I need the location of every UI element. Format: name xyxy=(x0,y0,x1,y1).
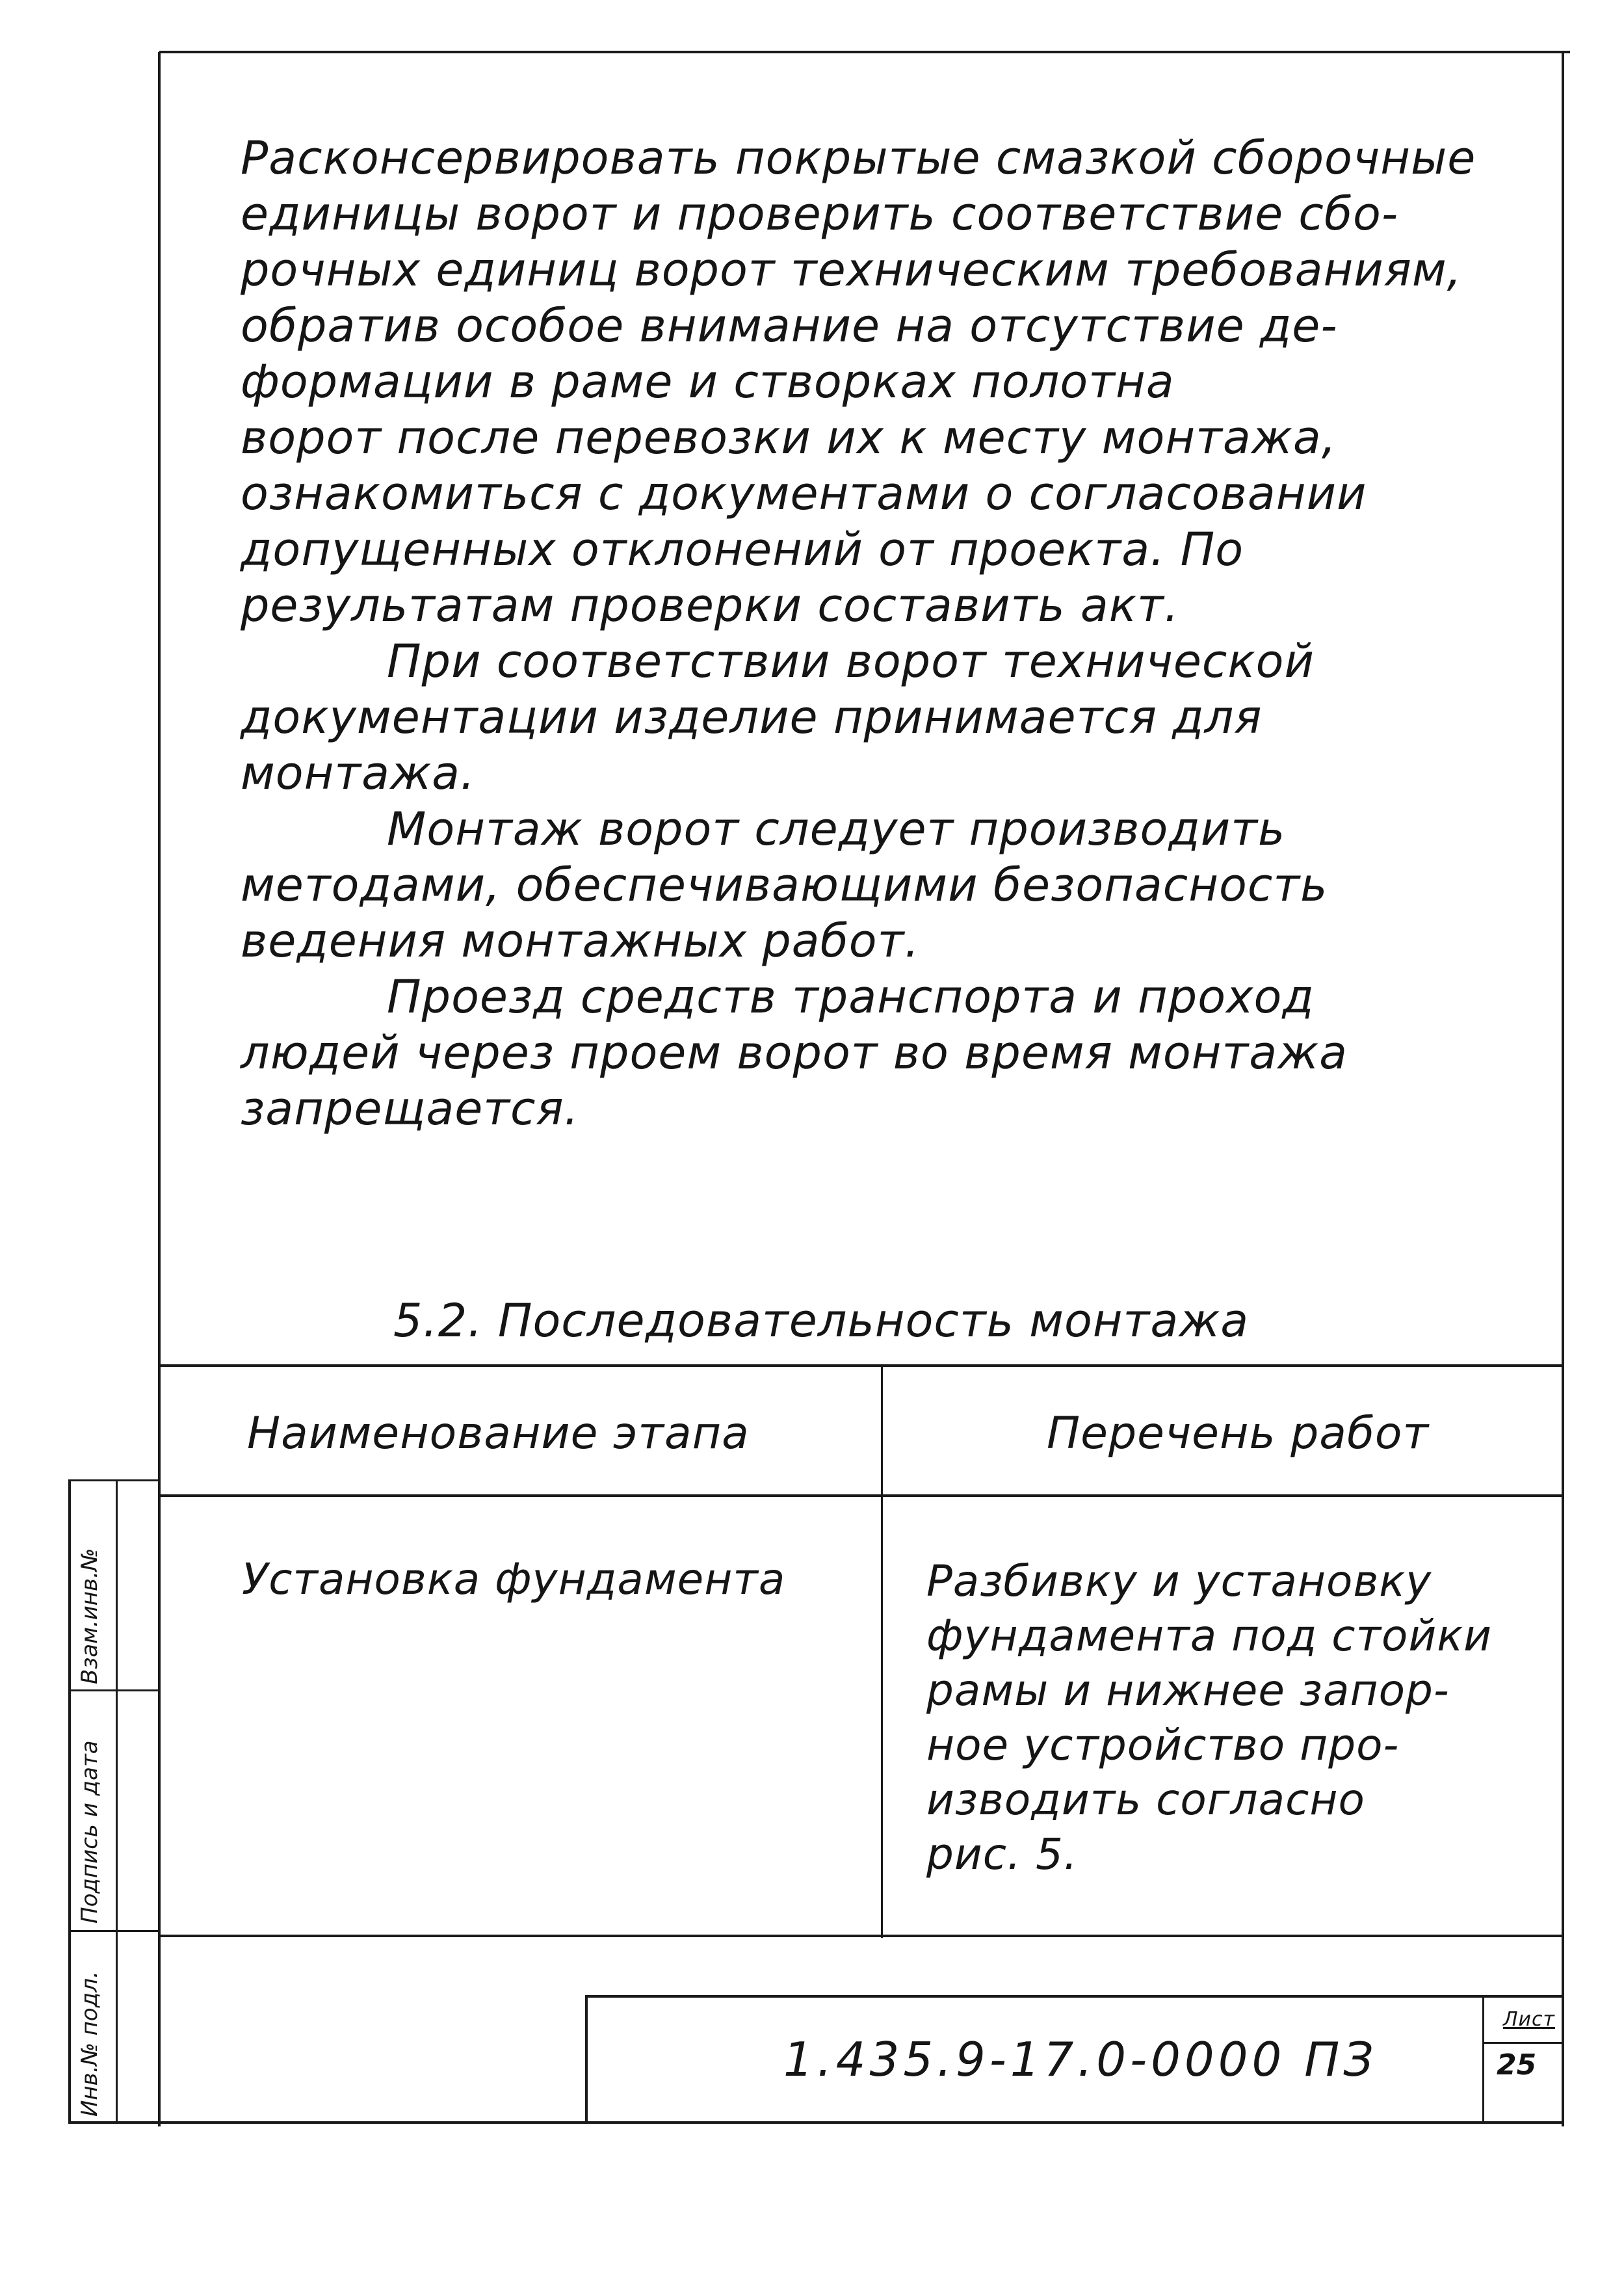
body-line: результатам проверки составить акт. xyxy=(241,579,1180,632)
side-stamp-signature-date: Подпись и дата xyxy=(77,1740,103,1924)
section-title: 5.2. Последовательность монтажа xyxy=(393,1294,1250,1347)
body-line: рочных единиц ворот техническим требованиям, xyxy=(241,243,1462,297)
body-text xyxy=(241,130,1528,1137)
table-column-divider xyxy=(881,1366,883,1938)
title-block-left-line xyxy=(585,1995,588,2123)
sheet-cell-left-line xyxy=(1482,1995,1484,2123)
table-header-works: Перечень работ xyxy=(1047,1408,1430,1459)
body-line: документации изделие принимается для xyxy=(241,691,1263,744)
document-code: 1.435.9-17.0-0000 ПЗ xyxy=(783,2032,1378,2087)
body-line: формации в раме и створках полотна xyxy=(241,355,1175,408)
side-stamp-divider-2 xyxy=(68,1930,159,1932)
body-line: запрещается. xyxy=(241,1082,579,1135)
body-line: ворот после перевозки их к месту монтажа, xyxy=(241,411,1337,464)
work-line: изводить согласно xyxy=(926,1775,1365,1825)
body-line: методами, обеспечивающими безопасность xyxy=(241,858,1328,912)
table-header-line xyxy=(159,1494,1564,1497)
body-line: монтажа. xyxy=(241,747,476,800)
sheet-number: 25 xyxy=(1497,2048,1537,2082)
title-block-top-line xyxy=(585,1995,1564,1998)
frame-left-line xyxy=(158,52,161,2126)
frame-bottom-line xyxy=(68,2121,1564,2124)
body-line: Расконсервировать покрытые смазкой сборочные xyxy=(241,131,1476,185)
frame-right-line xyxy=(1562,52,1564,2126)
body-line: допущенных отклонений от проекта. По xyxy=(241,523,1244,576)
side-stamp-outer-line xyxy=(68,1479,71,2123)
side-stamp-inv-original: Инв.№ подл. xyxy=(77,1971,103,2117)
body-line: ведения монтажных работ. xyxy=(241,914,920,968)
side-stamp-divider-1 xyxy=(68,1689,159,1691)
body-line: людей через проем ворот во время монтажа xyxy=(241,1026,1348,1079)
body-line: ознакомиться с документами о согласовании xyxy=(241,467,1367,520)
body-line: Монтаж ворот следует производить xyxy=(387,802,1286,856)
body-line: единицы ворот и проверить соответствие сбо- xyxy=(241,187,1399,241)
work-line: ное устройство про- xyxy=(926,1720,1400,1770)
frame-top-line xyxy=(159,51,1570,53)
body-line: При соответствии ворот технической xyxy=(387,635,1315,688)
work-line: рамы и нижнее запор- xyxy=(926,1665,1450,1715)
body-line: Проезд средств транспорта и проход xyxy=(387,970,1315,1024)
table-header-stage: Наименование этапа xyxy=(247,1408,750,1459)
table-cell-works xyxy=(926,1554,1512,1882)
body-line: обратив особое внимание на отсутствие де- xyxy=(241,299,1338,352)
side-stamp-mid-line xyxy=(116,1479,118,2123)
sheet-cell-mid-line xyxy=(1482,2042,1564,2044)
table-bottom-line xyxy=(159,1935,1564,1937)
work-line: рис. 5. xyxy=(926,1829,1079,1879)
table-top-line xyxy=(159,1364,1564,1367)
work-line: фундамента под стойки xyxy=(926,1611,1493,1661)
sheet-label: Лист xyxy=(1503,2008,1556,2031)
table-cell-stage: Установка фундамента xyxy=(242,1554,786,1604)
side-stamp-replace-inv: Взам.инв.№ xyxy=(77,1548,103,1684)
side-stamp-top-line xyxy=(68,1479,159,1481)
work-line: Разбивку и установку xyxy=(926,1556,1432,1606)
